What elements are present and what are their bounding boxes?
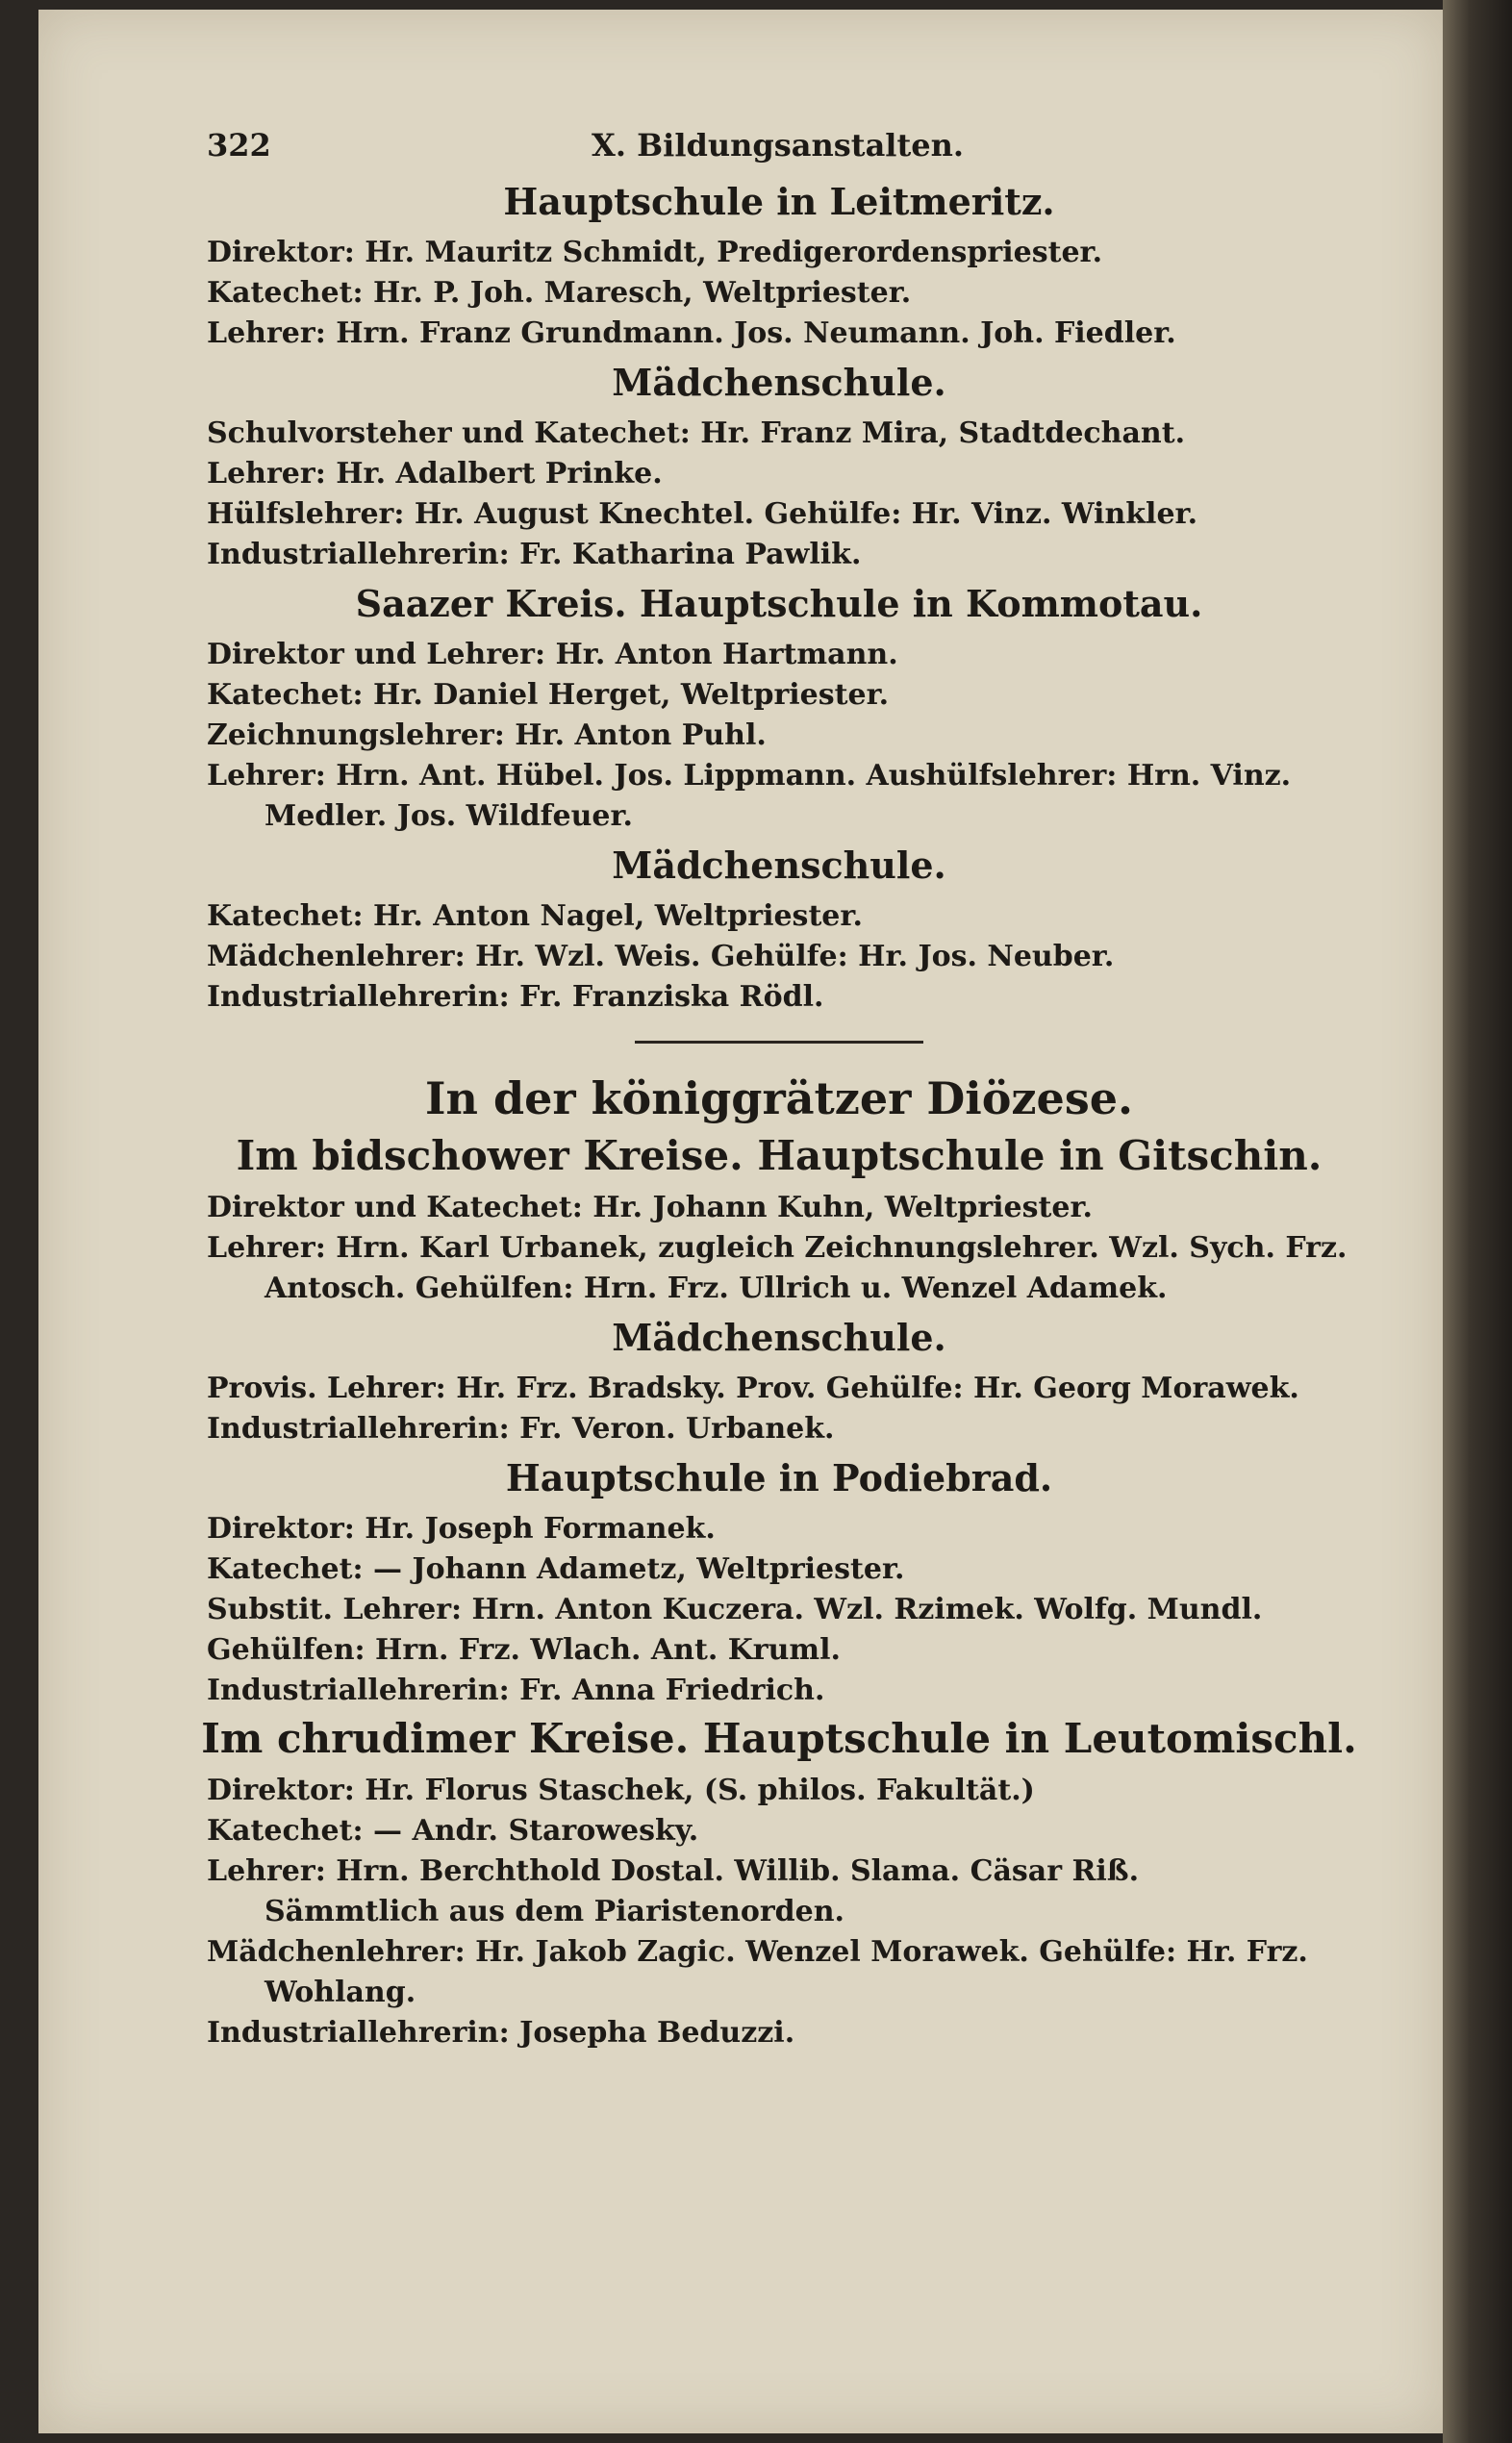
section-heading: Saazer Kreis. Hauptschule in Kommotau. xyxy=(355,582,1203,625)
section-heading: Hauptschule in Podiebrad. xyxy=(505,1456,1053,1499)
running-header xyxy=(168,115,1390,173)
text-line: Industriallehrerin: Fr. Katharina Pawlik. xyxy=(207,538,862,571)
text-line: Direktor und Katechet: Hr. Johann Kuhn, Weltpriester. xyxy=(207,1191,1093,1224)
text-line: Katechet: — Andr. Starowesky. xyxy=(207,1814,699,1848)
text-line: Industriallehrerin: Fr. Anna Friedrich. xyxy=(207,1674,825,1707)
section-divider xyxy=(635,1041,923,1044)
text-line: Industriallehrerin: Fr. Franziska Rödl. xyxy=(207,980,824,1014)
text-line: Lehrer: Hrn. Ant. Hübel. Jos. Lippmann. Aushülfslehrer: Hrn. Vinz. xyxy=(207,759,1292,793)
text-line: Lehrer: Hrn. Franz Grundmann. Jos. Neumann. Joh. Fiedler. xyxy=(207,316,1176,350)
text-line: Direktor und Lehrer: Hr. Anton Hartmann. xyxy=(207,638,898,671)
text-line: Direktor: Hr. Florus Staschek, (S. philos. Fakultät.) xyxy=(207,1774,1035,1807)
text-line: Substit. Lehrer: Hrn. Anton Kuczera. Wzl. Rzimek. Wolfg. Mundl. xyxy=(207,1593,1263,1626)
text-line-continued: Medler. Jos. Wildfeuer. xyxy=(265,799,633,833)
section-heading: Mädchenschule. xyxy=(612,844,946,887)
page-content xyxy=(168,115,1390,2053)
text-line: Katechet: Hr. Anton Nagel, Weltpriester. xyxy=(207,899,863,933)
text-line: Direktor: Hr. Mauritz Schmidt, Predigerordenspriester. xyxy=(207,236,1103,269)
book-edge xyxy=(1443,0,1512,2443)
text-line: Katechet: — Johann Adametz, Weltpriester. xyxy=(207,1552,905,1586)
text-line: Lehrer: Hrn. Karl Urbanek, zugleich Zeichnungslehrer. Wzl. Sych. Frz. xyxy=(207,1231,1348,1265)
text-line: Katechet: Hr. Daniel Herget, Weltpriester. xyxy=(207,678,890,712)
running-head-title: X. Bildungsanstalten. xyxy=(592,127,964,164)
section-heading: Mädchenschule. xyxy=(612,1316,946,1359)
text-line: Provis. Lehrer: Hr. Frz. Bradsky. Prov. Gehülfe: Hr. Georg Morawek. xyxy=(207,1372,1299,1405)
text-line: Katechet: Hr. P. Joh. Maresch, Weltpriester. xyxy=(207,276,912,310)
text-line: Industriallehrerin: Josepha Beduzzi. xyxy=(207,2016,795,2050)
text-line: Hülfslehrer: Hr. August Knechtel. Gehülfe: Hr. Vinz. Winkler. xyxy=(207,497,1198,531)
text-line: Mädchenlehrer: Hr. Wzl. Weis. Gehülfe: Hr. Jos. Neuber. xyxy=(207,940,1115,973)
text-line: Gehülfen: Hrn. Frz. Wlach. Ant. Kruml. xyxy=(207,1633,842,1667)
section-heading: Mädchenschule. xyxy=(612,361,946,404)
section-heading: Hauptschule in Leitmeritz. xyxy=(503,180,1055,223)
section-heading: Im bidschower Kreise. Hauptschule in Gitschin. xyxy=(236,1132,1323,1179)
section-heading: Im chrudimer Kreise. Hauptschule in Leutomischl. xyxy=(201,1715,1357,1762)
dioezese-title: In der königgrätzer Diözese. xyxy=(425,1072,1133,1124)
text-line: Mädchenlehrer: Hr. Jakob Zagic. Wenzel Morawek. Gehülfe: Hr. Frz. xyxy=(207,1935,1308,1969)
text-line: Industriallehrerin: Fr. Veron. Urbanek. xyxy=(207,1412,835,1446)
text-line: Lehrer: Hr. Adalbert Prinke. xyxy=(207,457,663,491)
text-line-continued: Sämmtlich aus dem Piaristenorden. xyxy=(265,1895,844,1928)
text-line-continued: Wohlang. xyxy=(265,1976,416,2009)
text-line: Zeichnungslehrer: Hr. Anton Puhl. xyxy=(207,718,767,752)
text-line-continued: Antosch. Gehülfen: Hrn. Frz. Ullrich u. Wenzel Adamek. xyxy=(265,1272,1168,1305)
text-line: Direktor: Hr. Joseph Formanek. xyxy=(207,1512,716,1546)
text-line: Schulvorsteher und Katechet: Hr. Franz Mira, Stadtdechant. xyxy=(207,416,1186,450)
text-line: Lehrer: Hrn. Berchthold Dostal. Willib. Slama. Cäsar Riß. xyxy=(207,1854,1140,1888)
page-number: 322 xyxy=(207,127,271,164)
